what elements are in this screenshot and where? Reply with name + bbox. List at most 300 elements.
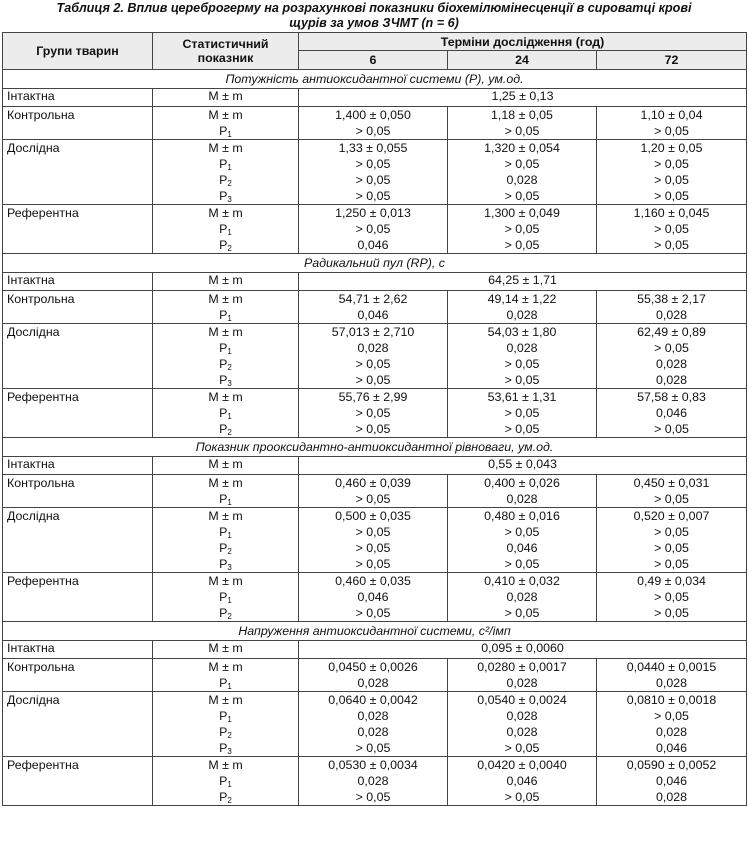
p-value: > 0,05: [654, 189, 689, 203]
p-value: > 0,05: [654, 222, 689, 236]
section-title: Потужність антиоксидантної системи (P), ум.од.: [3, 70, 747, 89]
value-cell-72h: [597, 659, 747, 692]
value-cell-6h: [299, 757, 448, 806]
mean-value: 1,300 ± 0,049: [484, 206, 560, 220]
mean-value: 1,18 ± 0,05: [491, 108, 553, 122]
stat-label-p: [157, 540, 294, 556]
p-subscript: 3: [227, 379, 232, 388]
stat-label-p: [157, 372, 294, 388]
header-term-6: 6: [299, 51, 448, 70]
header-term-72: 72: [597, 51, 747, 70]
p-value: 0,028: [506, 676, 538, 690]
table-caption: [0, 0, 748, 32]
stat-label: M ± m: [153, 641, 299, 659]
p-value: 0,028: [357, 725, 389, 739]
value-cell-72h: [597, 107, 747, 140]
table-row: [3, 324, 747, 389]
stat-label: M ± m: [208, 574, 243, 588]
p-symbol: P: [219, 790, 228, 804]
p-value: > 0,05: [504, 557, 540, 571]
mean-value: 0,460 ± 0,039: [335, 476, 411, 490]
p-value: > 0,05: [504, 157, 540, 171]
group-label: [3, 573, 153, 622]
p-subscript: 2: [227, 731, 232, 740]
mean-value: 0,0590 ± 0,0052: [626, 758, 717, 772]
mean-value: 0,0810 ± 0,0018: [626, 693, 717, 707]
stat-labels: [153, 324, 299, 389]
stat-label-p: [157, 524, 294, 540]
value-cell-24h: [448, 757, 597, 806]
p-value: 0,046: [506, 541, 538, 555]
section-row: [3, 70, 747, 89]
stat-label: M ± m: [208, 758, 243, 772]
p-subscript: 3: [227, 747, 232, 756]
stat-label-p: [157, 724, 294, 740]
table-row: [3, 273, 747, 291]
p-value: > 0,05: [355, 422, 391, 436]
group-label: Інтактна: [3, 273, 153, 291]
mean-value: 1,400 ± 0,050: [335, 108, 411, 122]
value-cell-6h: [299, 475, 448, 508]
p-symbol: P: [219, 557, 228, 571]
group-label-text: Контрольна: [7, 476, 75, 490]
stat-label-p: [157, 188, 294, 204]
stat-label-p: [157, 605, 294, 621]
mean-value: 49,14 ± 1,22: [487, 292, 557, 306]
value-cell-6h: [299, 291, 448, 324]
stat-label-p: [157, 237, 294, 253]
p-subscript: 2: [227, 179, 232, 188]
p-value: > 0,05: [355, 406, 391, 420]
p-value: 0,028: [506, 173, 538, 187]
p-value: 0,028: [506, 725, 538, 739]
p-symbol: P: [219, 406, 228, 420]
caption-line-2: щурів за умов ЗЧМТ (n = 6): [289, 16, 459, 30]
group-label: Інтактна: [3, 641, 153, 659]
value-cell-72h: [597, 324, 747, 389]
stat-label: M ± m: [208, 141, 243, 155]
value-cell-6h: [299, 324, 448, 389]
group-label: [3, 757, 153, 806]
value-cell-72h: [597, 140, 747, 205]
mean-value: 0,0540 ± 0,0024: [477, 693, 567, 707]
stat-label-p: [157, 589, 294, 605]
mean-value: 55,38 ± 2,17: [637, 292, 706, 306]
stat-label: M ± m: [208, 509, 243, 523]
table-row: [3, 573, 747, 622]
p-symbol: P: [219, 725, 228, 739]
p-value: 0,046: [357, 238, 389, 252]
stat-label-p: [157, 356, 294, 372]
stat-label-p: [157, 123, 294, 139]
mean-value: 0,0530 ± 0,0034: [328, 758, 418, 772]
group-label-text: Контрольна: [7, 660, 75, 674]
group-label-text: Референтна: [7, 758, 79, 772]
table-row: [3, 291, 747, 324]
stat-label-p: [157, 773, 294, 789]
mean-value: 0,0440 ± 0,0015: [626, 660, 717, 674]
p-value: > 0,05: [355, 373, 391, 387]
stat-labels: [153, 757, 299, 806]
mean-value: 0,0280 ± 0,0017: [477, 660, 567, 674]
p-value: > 0,05: [654, 525, 689, 539]
mean-value: 0,450 ± 0,031: [633, 476, 710, 490]
p-value: 0,028: [656, 725, 688, 739]
mean-value: 0,0420 ± 0,0040: [477, 758, 567, 772]
p-value: > 0,05: [654, 492, 689, 506]
p-value: > 0,05: [654, 557, 689, 571]
p-value: > 0,05: [504, 124, 540, 138]
table-row: [3, 508, 747, 573]
p-value: 0,028: [357, 676, 389, 690]
section-title: Радикальний пул (RP), с: [3, 254, 747, 273]
value-cell-6h: [299, 205, 448, 254]
table-row: [3, 205, 747, 254]
value-cell-72h: [597, 475, 747, 508]
group-label: [3, 659, 153, 692]
stat-labels: [153, 107, 299, 140]
intact-value: 0,095 ± 0,0060: [299, 641, 747, 659]
mean-value: 0,460 ± 0,035: [335, 574, 411, 588]
p-value: > 0,05: [355, 492, 391, 506]
section-row: [3, 622, 747, 641]
table-row: [3, 692, 747, 757]
p-value: > 0,05: [504, 406, 540, 420]
p-symbol: P: [219, 341, 228, 355]
p-value: 0,028: [656, 790, 688, 804]
p-value: > 0,05: [504, 222, 540, 236]
stat-labels: [153, 140, 299, 205]
stat-label-p: [157, 307, 294, 323]
p-value: 0,028: [357, 774, 389, 788]
stat-label: M ± m: [208, 476, 243, 490]
p-subscript: 1: [227, 682, 232, 691]
mean-value: 1,320 ± 0,054: [484, 141, 560, 155]
p-value: > 0,05: [654, 590, 689, 604]
p-value: > 0,05: [504, 189, 540, 203]
p-value: > 0,05: [504, 238, 540, 252]
mean-value: 57,013 ± 2,710: [331, 325, 415, 339]
p-symbol: P: [219, 124, 228, 138]
p-symbol: P: [219, 373, 228, 387]
mean-value: 1,10 ± 0,04: [640, 108, 703, 122]
header-stat: Статистичний показник: [153, 33, 299, 70]
mean-value: 62,49 ± 0,89: [637, 325, 706, 339]
p-value: 0,028: [506, 590, 538, 604]
mean-value: 53,61 ± 1,31: [487, 390, 557, 404]
value-cell-24h: [448, 389, 597, 438]
stat-label-p: [157, 789, 294, 805]
stat-label-p: [157, 172, 294, 188]
value-cell-72h: [597, 573, 747, 622]
stat-label-p: [157, 708, 294, 724]
p-subscript: 1: [227, 596, 232, 605]
stat-label-p: [157, 740, 294, 756]
header-terms: Терміни дослідження (год): [299, 33, 747, 51]
p-symbol: P: [219, 709, 228, 723]
stat-labels: [153, 205, 299, 254]
p-value: 0,028: [506, 492, 538, 506]
stat-labels: [153, 692, 299, 757]
section-row: [3, 438, 747, 457]
value-cell-6h: [299, 140, 448, 205]
stat-label-p: [157, 405, 294, 421]
header-group: Групи тварин: [3, 33, 153, 70]
value-cell-6h: [299, 659, 448, 692]
value-cell-24h: [448, 324, 597, 389]
stat-labels: [153, 508, 299, 573]
stat-label: M ± m: [153, 457, 299, 475]
value-cell-6h: [299, 389, 448, 438]
group-label: Інтактна: [3, 89, 153, 107]
value-cell-24h: [448, 140, 597, 205]
stat-label: M ± m: [153, 273, 299, 291]
p-value: > 0,05: [355, 541, 391, 555]
p-value: > 0,05: [355, 741, 391, 755]
p-value: 0,028: [656, 308, 688, 322]
value-cell-24h: [448, 291, 597, 324]
p-symbol: P: [219, 676, 228, 690]
value-cell-6h: [299, 573, 448, 622]
value-cell-24h: [448, 475, 597, 508]
p-value: 0,046: [506, 774, 538, 788]
stat-label: M ± m: [208, 292, 243, 306]
p-value: > 0,05: [355, 124, 391, 138]
table-row: [3, 641, 747, 659]
p-symbol: P: [219, 422, 228, 436]
p-value: > 0,05: [355, 222, 391, 236]
mean-value: 0,0450 ± 0,0026: [328, 660, 418, 674]
table-row: [3, 89, 747, 107]
p-symbol: P: [219, 357, 228, 371]
p-symbol: P: [219, 492, 228, 506]
group-label: [3, 692, 153, 757]
p-subscript: 1: [227, 780, 232, 789]
p-symbol: P: [219, 541, 228, 555]
stat-labels: [153, 573, 299, 622]
group-label-text: Дослідна: [7, 509, 60, 523]
p-symbol: P: [219, 222, 228, 236]
p-value: > 0,05: [654, 541, 689, 555]
stat-label: M ± m: [153, 89, 299, 107]
mean-value: 1,250 ± 0,013: [335, 206, 411, 220]
group-label: [3, 389, 153, 438]
stat-label: M ± m: [208, 325, 243, 339]
caption-line-1: Таблиця 2. Вплив цереброгерму на розрахункові показники біохемілюмінесценції в сироватці крові: [56, 1, 692, 15]
p-value: > 0,05: [355, 606, 391, 620]
p-value: > 0,05: [355, 189, 391, 203]
value-cell-6h: [299, 692, 448, 757]
p-value: 0,046: [357, 590, 389, 604]
stat-label-p: [157, 340, 294, 356]
stat-label: M ± m: [208, 108, 243, 122]
group-label: Інтактна: [3, 457, 153, 475]
p-value: > 0,05: [355, 790, 391, 804]
p-subscript: 2: [227, 612, 232, 621]
p-value: > 0,05: [504, 422, 540, 436]
p-value: 0,046: [357, 308, 389, 322]
p-subscript: 1: [227, 715, 232, 724]
group-label: [3, 475, 153, 508]
stat-label-p: [157, 675, 294, 691]
p-symbol: P: [219, 774, 228, 788]
stat-labels: [153, 659, 299, 692]
value-cell-6h: [299, 107, 448, 140]
value-cell-6h: [299, 508, 448, 573]
value-cell-72h: [597, 692, 747, 757]
group-label-text: Дослідна: [7, 693, 60, 707]
p-subscript: 1: [227, 412, 232, 421]
mean-value: 1,20 ± 0,05: [640, 141, 703, 155]
p-value: > 0,05: [504, 606, 540, 620]
p-symbol: P: [219, 741, 228, 755]
mean-value: 0,0640 ± 0,0042: [328, 693, 418, 707]
mean-value: 0,480 ± 0,016: [484, 509, 560, 523]
mean-value: 54,71 ± 2,62: [338, 292, 408, 306]
header-term-24: 24: [448, 51, 597, 70]
stat-label: M ± m: [208, 660, 243, 674]
stat-label-p: [157, 421, 294, 437]
value-cell-24h: [448, 573, 597, 622]
p-value: > 0,05: [654, 341, 689, 355]
p-subscript: 1: [227, 314, 232, 323]
value-cell-24h: [448, 692, 597, 757]
p-symbol: P: [219, 525, 228, 539]
group-label-text: Референтна: [7, 206, 79, 220]
p-subscript: 1: [227, 531, 232, 540]
value-cell-24h: [448, 107, 597, 140]
p-value: 0,046: [656, 774, 688, 788]
group-label: [3, 508, 153, 573]
table-header: [3, 33, 747, 70]
p-value: > 0,05: [355, 557, 391, 571]
mean-value: 54,03 ± 1,80: [487, 325, 557, 339]
mean-value: 0,500 ± 0,035: [335, 509, 411, 523]
p-value: 0,028: [506, 308, 538, 322]
p-value: > 0,05: [504, 790, 540, 804]
p-symbol: P: [219, 606, 228, 620]
mean-value: 57,58 ± 0,83: [637, 390, 706, 404]
p-value: 0,046: [656, 406, 688, 420]
value-cell-24h: [448, 659, 597, 692]
value-cell-72h: [597, 757, 747, 806]
mean-value: 0,400 ± 0,026: [484, 476, 560, 490]
p-subscript: 1: [227, 130, 232, 139]
p-value: > 0,05: [355, 173, 391, 187]
group-label: [3, 140, 153, 205]
p-value: > 0,05: [355, 157, 391, 171]
group-label-text: Дослідна: [7, 325, 60, 339]
p-subscript: 3: [227, 563, 232, 572]
stat-label: M ± m: [208, 206, 243, 220]
stat-label-p: [157, 156, 294, 172]
p-subscript: 2: [227, 547, 232, 556]
stat-labels: [153, 291, 299, 324]
p-value: > 0,05: [654, 124, 689, 138]
p-subscript: 1: [227, 498, 232, 507]
mean-value: 0,49 ± 0,034: [637, 574, 706, 588]
p-value: 0,028: [506, 341, 538, 355]
p-subscript: 1: [227, 228, 232, 237]
stat-label: M ± m: [208, 390, 243, 404]
p-value: > 0,05: [355, 525, 391, 539]
intact-value: 1,25 ± 0,13: [299, 89, 747, 107]
stat-labels: [153, 475, 299, 508]
section-title: Напруження антиоксидантної системи, с²/імп: [3, 622, 747, 641]
group-label-text: Контрольна: [7, 292, 75, 306]
group-label: [3, 107, 153, 140]
p-subscript: 2: [227, 796, 232, 805]
p-value: 0,028: [656, 676, 688, 690]
p-symbol: P: [219, 238, 228, 252]
section-row: [3, 254, 747, 273]
group-label-text: Референтна: [7, 574, 79, 588]
stat-label-p: [157, 556, 294, 572]
group-label-text: Референтна: [7, 390, 79, 404]
table-row: [3, 107, 747, 140]
value-cell-72h: [597, 389, 747, 438]
stat-label-p: [157, 491, 294, 507]
p-value: > 0,05: [654, 606, 689, 620]
p-subscript: 2: [227, 244, 232, 253]
p-value: 0,028: [656, 357, 688, 371]
p-value: > 0,05: [504, 357, 540, 371]
p-value: > 0,05: [654, 422, 689, 436]
table-body: [3, 70, 747, 806]
p-value: > 0,05: [504, 525, 540, 539]
value-cell-24h: [448, 205, 597, 254]
table-row: [3, 389, 747, 438]
p-subscript: 2: [227, 363, 232, 372]
p-subscript: 2: [227, 428, 232, 437]
mean-value: 55,76 ± 2,99: [338, 390, 408, 404]
mean-value: 0,410 ± 0,032: [484, 574, 560, 588]
p-value: > 0,05: [504, 741, 540, 755]
mean-value: 0,520 ± 0,007: [633, 509, 710, 523]
p-subscript: 3: [227, 195, 232, 204]
table-row: [3, 757, 747, 806]
results-table: [2, 32, 747, 806]
p-value: > 0,05: [504, 373, 540, 387]
intact-value: 0,55 ± 0,043: [299, 457, 747, 475]
stat-label: M ± m: [208, 693, 243, 707]
table-row: [3, 659, 747, 692]
p-value: 0,028: [357, 341, 389, 355]
p-value: > 0,05: [654, 709, 689, 723]
p-symbol: P: [219, 308, 228, 322]
stat-labels: [153, 389, 299, 438]
p-symbol: P: [219, 173, 228, 187]
p-value: > 0,05: [654, 173, 689, 187]
p-subscript: 1: [227, 347, 232, 356]
p-subscript: 1: [227, 163, 232, 172]
table-row: [3, 457, 747, 475]
mean-value: 1,33 ± 0,055: [338, 141, 408, 155]
value-cell-72h: [597, 205, 747, 254]
p-value: 0,028: [506, 709, 538, 723]
p-value: 0,028: [656, 373, 688, 387]
group-label: [3, 324, 153, 389]
p-value: > 0,05: [355, 357, 391, 371]
value-cell-72h: [597, 291, 747, 324]
p-symbol: P: [219, 157, 228, 171]
mean-value: 1,160 ± 0,045: [633, 206, 710, 220]
p-symbol: P: [219, 590, 228, 604]
section-title: Показник прооксидантно-антиоксидантної рівноваги, ум.од.: [3, 438, 747, 457]
value-cell-24h: [448, 508, 597, 573]
table-row: [3, 475, 747, 508]
p-symbol: P: [219, 189, 228, 203]
